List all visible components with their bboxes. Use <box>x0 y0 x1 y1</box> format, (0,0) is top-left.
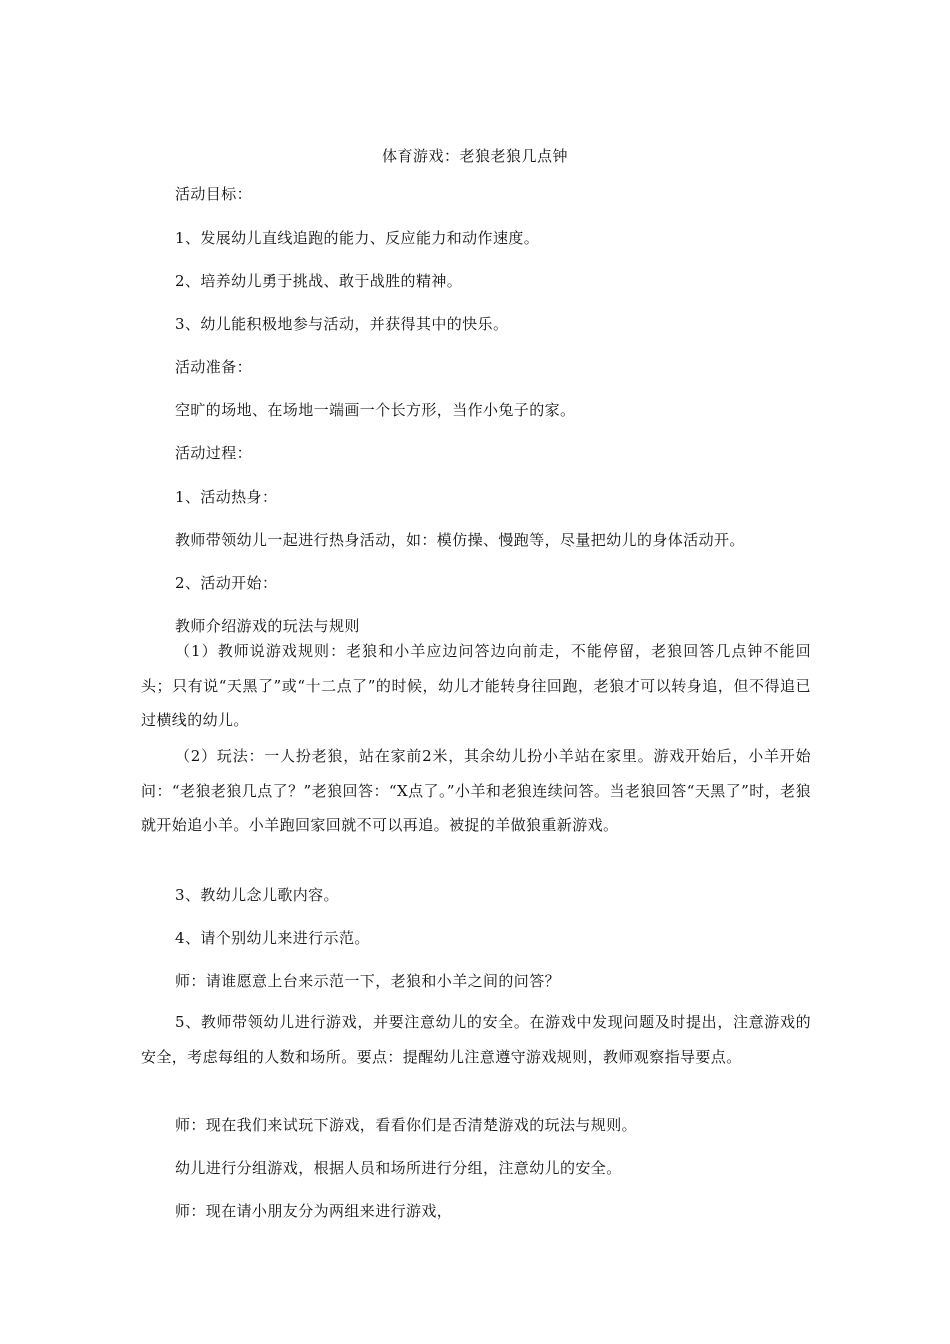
paragraph-warmup: 教师带领幼儿一起进行热身活动，如：模仿操、慢跑等，尽量把幼儿的身体活动开。 <box>175 531 745 549</box>
paragraph-activity-goals-heading: 活动目标： <box>175 185 253 203</box>
paragraph-group-play: 幼儿进行分组游戏，根据人员和场所进行分组，注意幼儿的安全。 <box>175 1159 622 1177</box>
paragraph-step-5: 5、教师带领幼儿进行游戏，并要注意幼儿的安全。在游戏中发现问题及时提出，注意游戏的安全，考虑每组的人数和场所。要点：提醒幼儿注意遵守游戏规则，教师观察指导要点。 <box>141 1013 811 1066</box>
document-title: 体育游戏：老狼老狼几点钟 <box>381 147 568 165</box>
paragraph-rules-intro: 教师介绍游戏的玩法与规则 <box>175 617 360 635</box>
paragraph-process-heading: 活动过程： <box>175 444 253 462</box>
paragraph-teacher-trial: 师：现在我们来试玩下游戏，看看你们是否清楚游戏的玩法与规则。 <box>175 1116 638 1134</box>
paragraph-step-2-heading: 2、活动开始： <box>175 574 278 592</box>
paragraph-step-1-heading: 1、活动热身： <box>175 488 278 506</box>
paragraph-goal-1: 1、发展幼儿直线追跑的能力、反应能力和动作速度。 <box>175 229 540 247</box>
paragraph-teacher-question: 师：请谁愿意上台来示范一下，老狼和小羊之间的问答？ <box>175 972 561 990</box>
paragraph-teacher-groups: 师：现在请小朋友分为两组来进行游戏， <box>175 1202 453 1220</box>
paragraph-preparation: 空旷的场地、在场地一端画一个长方形，当作小兔子的家。 <box>175 401 576 419</box>
paragraph-step-4: 4、请个别幼儿来进行示范。 <box>175 929 370 947</box>
paragraph-rules: （1）教师说游戏规则：老狼和小羊应边问答边向前走，不能停留，老狼回答几点钟不能回头；只有说“天黑了”或“十二点了”的时候，幼儿才能转身往回跑，老狼才可以转身追，但不得追已过横线的幼儿。 <box>141 642 811 729</box>
paragraph-step-3: 3、教幼儿念儿歌内容。 <box>175 886 339 904</box>
paragraph-goal-2: 2、培养幼儿勇于挑战、敢于战胜的精神。 <box>175 272 463 290</box>
paragraph-preparation-heading: 活动准备： <box>175 358 253 376</box>
paragraph-gameplay: （2）玩法：一人扮老狼，站在家前2米，其余幼儿扮小羊站在家里。游戏开始后，小羊开始问：“老狼老狼几点了？”老狼回答：“X点了。”小羊和老狼连续问答。当老狼回答“天黑了”时，老狼就开始追小羊。小羊跑回家回就不可以再追。被捉的羊做狼重新游戏。 <box>141 747 811 834</box>
paragraph-goal-3: 3、幼儿能积极地参与活动，并获得其中的快乐。 <box>175 315 509 333</box>
